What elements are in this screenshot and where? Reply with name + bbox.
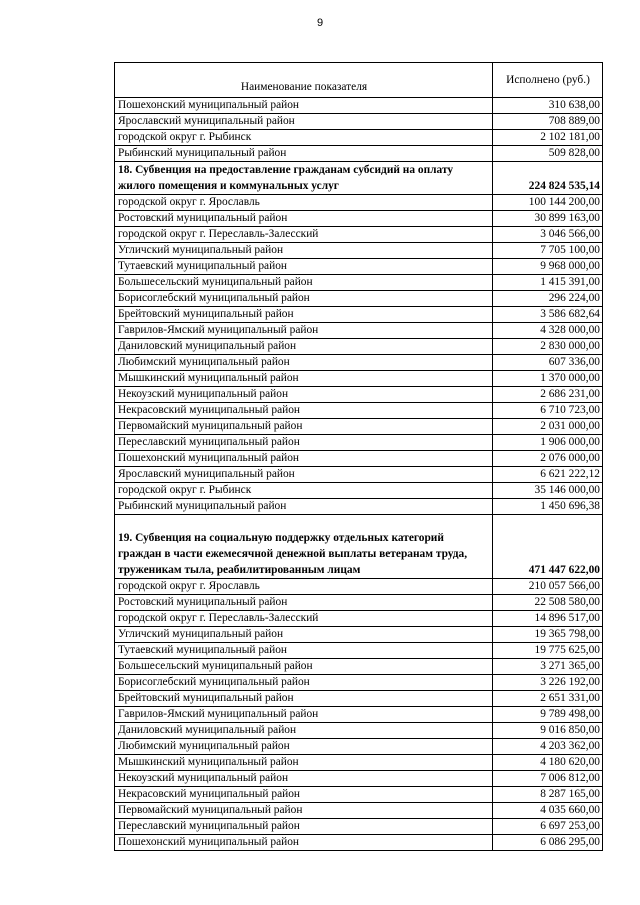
section-18-header-row xyxy=(115,162,603,195)
table-row xyxy=(115,675,603,691)
row-value: 100 144 200,00 xyxy=(493,195,603,211)
row-name: Ростовский муниципальный район xyxy=(115,211,493,227)
row-name: Тутаевский муниципальный район xyxy=(115,259,493,275)
row-value: 4 180 620,00 xyxy=(493,755,603,771)
table-row xyxy=(115,435,603,451)
row-value: 1 906 000,00 xyxy=(493,435,603,451)
row-name: городской округ г. Ярославль xyxy=(115,579,493,595)
row-value: 1 450 696,38 xyxy=(493,499,603,515)
table-row xyxy=(115,243,603,259)
row-value: 296 224,00 xyxy=(493,291,603,307)
row-value: 6 621 222,12 xyxy=(493,467,603,483)
row-name: Мышкинский муниципальный район xyxy=(115,755,493,771)
row-name: Тутаевский муниципальный район xyxy=(115,643,493,659)
row-name: городской округ г. Рыбинск xyxy=(115,130,493,146)
row-value: 3 046 566,00 xyxy=(493,227,603,243)
table-row xyxy=(115,146,603,162)
row-value: 6 710 723,00 xyxy=(493,403,603,419)
row-name: Пошехонский муниципальный район xyxy=(115,451,493,467)
row-value: 3 271 365,00 xyxy=(493,659,603,675)
row-name: Пошехонский муниципальный район xyxy=(115,98,493,114)
row-value: 30 899 163,00 xyxy=(493,211,603,227)
row-name: Ярославский муниципальный район xyxy=(115,467,493,483)
row-value: 7 006 812,00 xyxy=(493,771,603,787)
table-row xyxy=(115,611,603,627)
row-name: Пошехонский муниципальный район xyxy=(115,835,493,851)
column-header-executed: Исполнено (руб.) xyxy=(493,63,603,98)
row-name: Некрасовский муниципальный район xyxy=(115,403,493,419)
row-name: Мышкинский муниципальный район xyxy=(115,371,493,387)
table-row xyxy=(115,579,603,595)
table-row xyxy=(115,275,603,291)
table-row xyxy=(115,307,603,323)
table-row xyxy=(115,451,603,467)
table-row xyxy=(115,403,603,419)
table-row xyxy=(115,195,603,211)
table-row xyxy=(115,771,603,787)
table-row xyxy=(115,291,603,307)
row-value: 210 057 566,00 xyxy=(493,579,603,595)
table-row xyxy=(115,339,603,355)
table-row xyxy=(115,323,603,339)
section-19-header-row xyxy=(115,515,603,579)
row-name: Некрасовский муниципальный район xyxy=(115,787,493,803)
row-value: 2 686 231,00 xyxy=(493,387,603,403)
table-row xyxy=(115,723,603,739)
row-name: Переславский муниципальный район xyxy=(115,435,493,451)
row-value: 1 370 000,00 xyxy=(493,371,603,387)
table-row xyxy=(115,114,603,130)
column-header-name: Наименование показателя xyxy=(115,63,493,98)
row-name: Ярославский муниципальный район xyxy=(115,114,493,130)
table-row xyxy=(115,355,603,371)
table-row xyxy=(115,483,603,499)
row-name: Гаврилов-Ямский муниципальный район xyxy=(115,707,493,723)
table-row xyxy=(115,627,603,643)
row-value: 3 226 192,00 xyxy=(493,675,603,691)
row-name: Угличский муниципальный район xyxy=(115,627,493,643)
table-row xyxy=(115,259,603,275)
row-value: 6 086 295,00 xyxy=(493,835,603,851)
row-value: 9 016 850,00 xyxy=(493,723,603,739)
row-name: Борисоглебский муниципальный район xyxy=(115,291,493,307)
row-value: 1 415 391,00 xyxy=(493,275,603,291)
section-19-title: 19. Субвенция на социальную поддержку отдельных категорий граждан в части ежемесячной денежной выплаты ветеранам труда, труженикам тыла, реабилитированным лицам xyxy=(115,515,493,579)
row-value: 2 102 181,00 xyxy=(493,130,603,146)
page-number: 9 xyxy=(316,17,324,29)
table-row xyxy=(115,211,603,227)
row-value: 4 035 660,00 xyxy=(493,803,603,819)
row-value: 310 638,00 xyxy=(493,98,603,114)
table-row xyxy=(115,467,603,483)
row-value: 7 705 100,00 xyxy=(493,243,603,259)
table-row xyxy=(115,787,603,803)
row-name: Первомайский муниципальный район xyxy=(115,419,493,435)
row-name: Даниловский муниципальный район xyxy=(115,339,493,355)
section-18-total: 224 824 535,14 xyxy=(493,162,603,195)
row-value: 4 328 000,00 xyxy=(493,323,603,339)
table-row xyxy=(115,98,603,114)
table-row xyxy=(115,499,603,515)
row-value: 708 889,00 xyxy=(493,114,603,130)
row-value: 8 287 165,00 xyxy=(493,787,603,803)
row-value: 9 968 000,00 xyxy=(493,259,603,275)
row-value: 2 031 000,00 xyxy=(493,419,603,435)
row-name: Переславский муниципальный район xyxy=(115,819,493,835)
table-header-row xyxy=(115,63,603,98)
row-name: городской округ г. Ярославль xyxy=(115,195,493,211)
row-name: Любимский муниципальный район xyxy=(115,355,493,371)
execution-table xyxy=(114,62,603,851)
row-name: Угличский муниципальный район xyxy=(115,243,493,259)
table-row xyxy=(115,130,603,146)
row-name: Ростовский муниципальный район xyxy=(115,595,493,611)
row-name: городской округ г. Рыбинск xyxy=(115,483,493,499)
table-row xyxy=(115,643,603,659)
section-18-title: 18. Субвенция на предоставление гражданам субсидий на оплату жилого помещения и коммунальных услуг xyxy=(115,162,493,195)
row-value: 3 586 682,64 xyxy=(493,307,603,323)
row-value: 6 697 253,00 xyxy=(493,819,603,835)
row-name: Любимский муниципальный район xyxy=(115,739,493,755)
row-value: 2 076 000,00 xyxy=(493,451,603,467)
row-name: Рыбинский муниципальный район xyxy=(115,499,493,515)
row-name: Большесельский муниципальный район xyxy=(115,275,493,291)
section-19-total: 471 447 622,00 xyxy=(493,515,603,579)
table-row xyxy=(115,227,603,243)
table-row xyxy=(115,419,603,435)
table-row xyxy=(115,387,603,403)
row-value: 22 508 580,00 xyxy=(493,595,603,611)
table-row xyxy=(115,707,603,723)
row-name: Большесельский муниципальный район xyxy=(115,659,493,675)
table-row xyxy=(115,835,603,851)
row-name: Брейтовский муниципальный район xyxy=(115,307,493,323)
row-name: Рыбинский муниципальный район xyxy=(115,146,493,162)
table-row xyxy=(115,659,603,675)
row-value: 9 789 498,00 xyxy=(493,707,603,723)
row-name: городской округ г. Переславль-Залесский xyxy=(115,227,493,243)
row-name: Даниловский муниципальный район xyxy=(115,723,493,739)
table-row xyxy=(115,691,603,707)
table-row xyxy=(115,371,603,387)
row-name: Брейтовский муниципальный район xyxy=(115,691,493,707)
table-row xyxy=(115,739,603,755)
row-name: Гаврилов-Ямский муниципальный район xyxy=(115,323,493,339)
row-value: 4 203 362,00 xyxy=(493,739,603,755)
row-name: Некоузский муниципальный район xyxy=(115,387,493,403)
table-row xyxy=(115,755,603,771)
row-value: 2 651 331,00 xyxy=(493,691,603,707)
row-value: 19 775 625,00 xyxy=(493,643,603,659)
row-name: Некоузский муниципальный район xyxy=(115,771,493,787)
table-row xyxy=(115,819,603,835)
table-row xyxy=(115,595,603,611)
row-value: 2 830 000,00 xyxy=(493,339,603,355)
row-value: 19 365 798,00 xyxy=(493,627,603,643)
row-value: 509 828,00 xyxy=(493,146,603,162)
row-value: 14 896 517,00 xyxy=(493,611,603,627)
row-value: 607 336,00 xyxy=(493,355,603,371)
row-value: 35 146 000,00 xyxy=(493,483,603,499)
row-name: Борисоглебский муниципальный район xyxy=(115,675,493,691)
row-name: Первомайский муниципальный район xyxy=(115,803,493,819)
table-row xyxy=(115,803,603,819)
row-name: городской округ г. Переславль-Залесский xyxy=(115,611,493,627)
